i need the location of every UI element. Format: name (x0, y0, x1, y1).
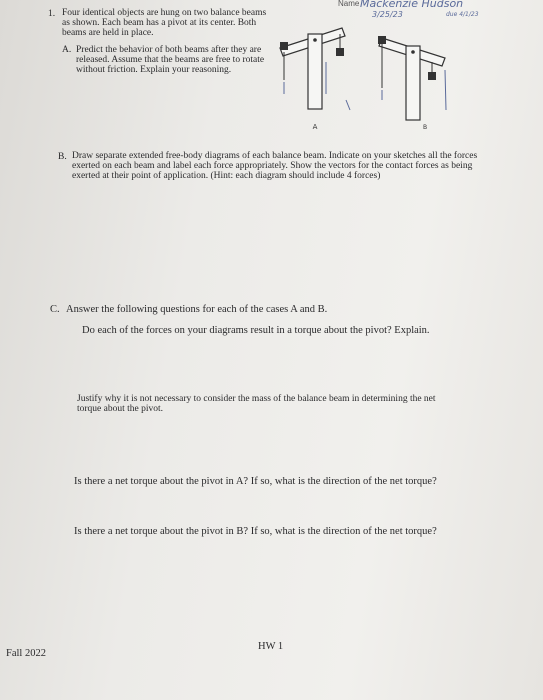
beam-b-pivot (411, 50, 415, 54)
question-c3: Is there a net torque about the pivot in A? If so, what is the direction of the net torque? (74, 476, 437, 487)
figure-label-a: A (312, 123, 318, 131)
beam-b-arrow-2 (445, 70, 446, 110)
due-note: due 4/1/23 (446, 11, 479, 18)
term-label: Fall 2022 (6, 648, 46, 659)
question-intro: Four identical objects are hung on two balance beams as shown. Each beam has a pivot at its center. Both beams are held in place. (62, 8, 267, 38)
date-written: 3/25/23 (372, 10, 403, 19)
question-number: 1. (48, 9, 56, 19)
beam-a-arrow-3 (346, 100, 350, 110)
beam-b (378, 36, 446, 120)
question-c4: Is there a net torque about the pivot in B? If so, what is the direction of the net torque? (74, 526, 437, 537)
beam-b-left-weight (378, 36, 386, 44)
beam-b-right-weight (428, 72, 436, 80)
beam-a-right-weight (336, 48, 344, 56)
balance-beams-figure (270, 12, 540, 137)
homework-number: HW 1 (258, 641, 284, 652)
question-c1: Do each of the forces on your diagrams result in a torque about the pivot? Explain. (82, 325, 430, 336)
beam-a-stand (308, 34, 322, 109)
part-a-text: Predict the behavior of both beams after they are released. Assume that the beams are free to rotate without friction. Explain your reasoning. (76, 45, 265, 75)
part-c-intro: Answer the following questions for each of the cases A and B. (66, 304, 328, 315)
beam-a (280, 28, 350, 110)
student-name: Mackenzie Hudson (360, 0, 464, 10)
beam-a-pivot (313, 38, 317, 42)
part-b-label: B. (58, 152, 67, 162)
part-a-label: A. (62, 45, 72, 55)
figure-label-b: B (422, 124, 428, 131)
question-c2: Justify why it is not necessary to consider the mass of the balance beam in determining the net torque about the pivot. (77, 394, 436, 414)
beam-a-left-weight (280, 42, 288, 50)
name-label: Name (338, 0, 360, 8)
beam-b-stand (406, 46, 420, 120)
part-c-label: C. (50, 304, 60, 315)
part-b-text: Draw separate extended free-body diagrams of each balance beam. Indicate on your sketches all the forces exerted on each beam and label each force appropriately. Show the vectors for the contact forces as being exerted at their point of application. (Hint: each diagram should include 4 forces) (72, 151, 478, 181)
